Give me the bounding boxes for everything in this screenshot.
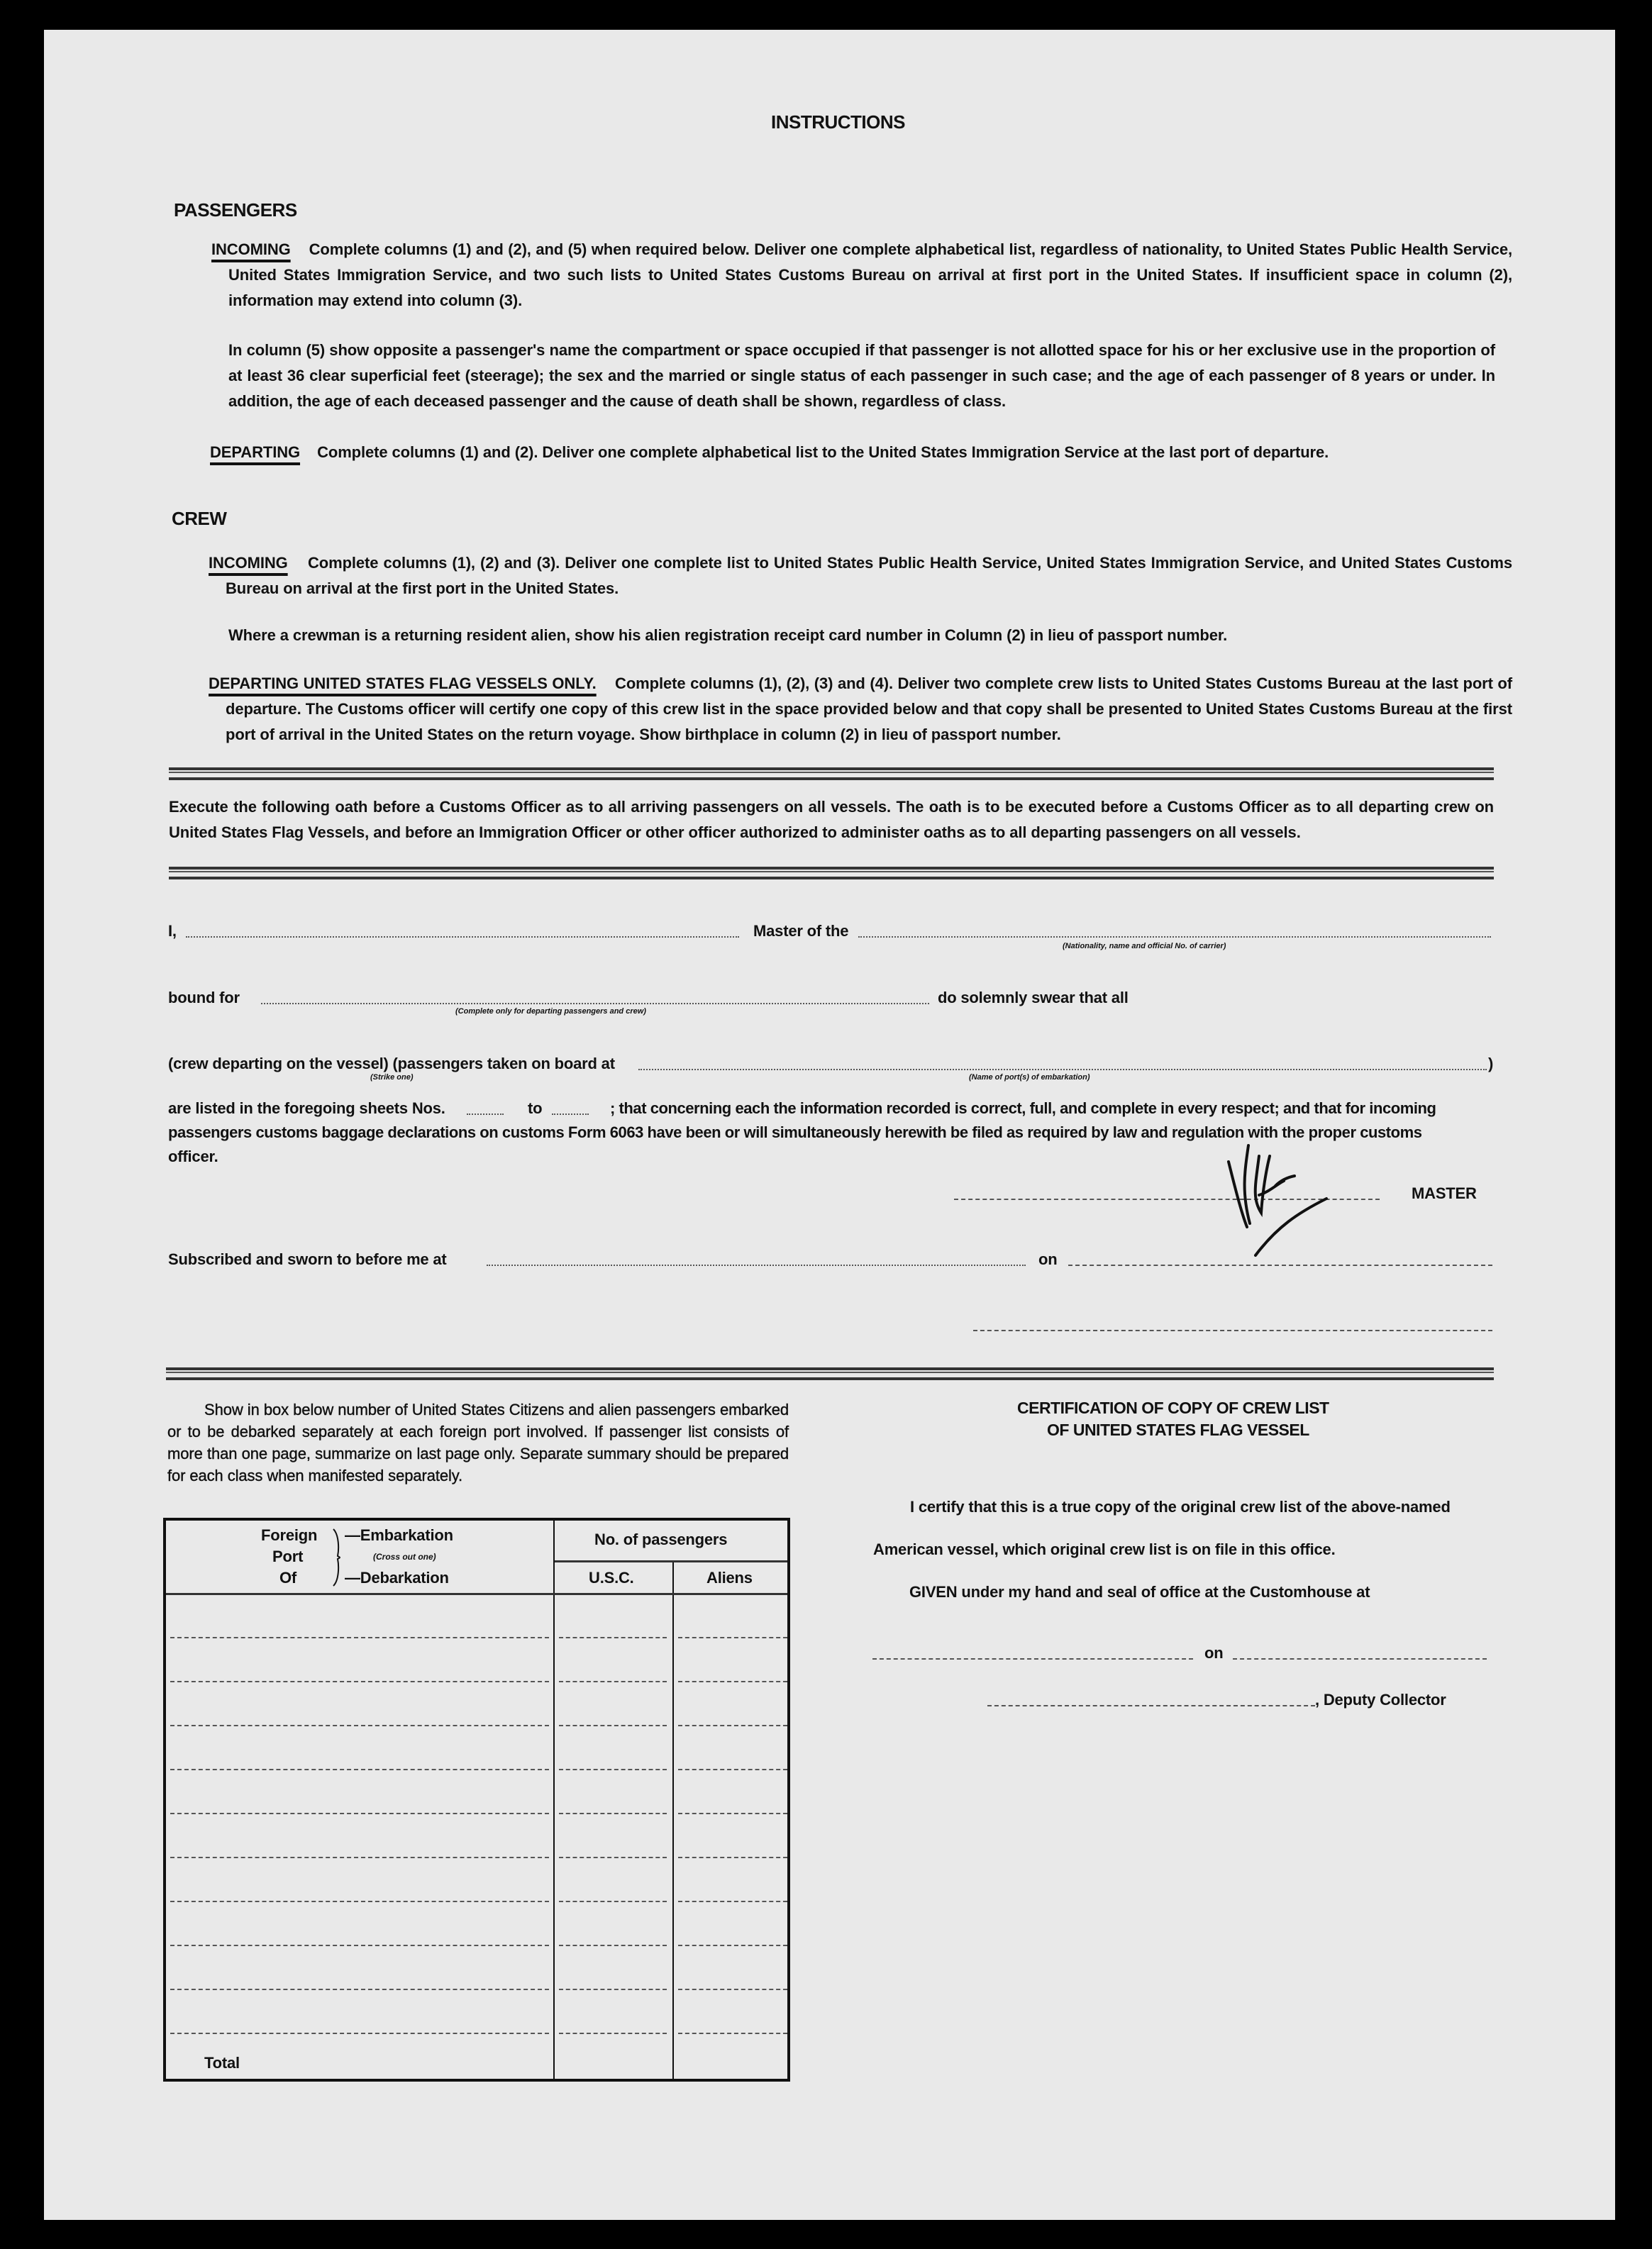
carrier-hint: (Nationality, name and official No. of carrier) (1063, 942, 1226, 950)
port-entry-field[interactable] (170, 1769, 549, 1770)
crew-passengers-label: (crew departing on the vessel) (passengers taken on board at (168, 1055, 615, 1072)
summary-instructions: Show in box below number of United States Citizens and alien passengers embarked or to be debarked separately at each foreign port involved. If passenger list consists of more than one page, summarize on last page only. Separate summary should be prepared for each class when manifested separately. (167, 1401, 789, 1484)
passengers-departing-label: DEPARTING (210, 443, 301, 461)
passengers-column5-instructions: In column (5) show opposite a passenger's name the compartment or space occupied if that passenger is not allotted space for his or her exclusive use in the proportion of at least 36 clear superficial feet (steerage); the sex and the married or single status of each passenger in such case; and the age of each passenger of 8 years or under. In addition, the age of each deceased passenger and the cause of death shall be shown, regardless of class. (228, 341, 1495, 410)
certification-title-line1: CERTIFICATION OF COPY OF CREW LIST (1017, 1399, 1329, 1417)
usc-entry-field[interactable] (559, 1945, 667, 1946)
passengers-incoming-instructions (211, 237, 1512, 313)
header-divider (166, 1593, 787, 1595)
column-divider (672, 1560, 674, 2079)
debarkation-option[interactable]: —Debarkation (345, 1569, 449, 1587)
usc-entry-field[interactable] (559, 2033, 667, 2034)
port-entry-field[interactable] (170, 1901, 549, 1902)
customhouse-place-field[interactable] (872, 1658, 1193, 1660)
embarkation-option[interactable]: —Embarkation (345, 1526, 453, 1544)
sheets-prefix: are listed in the foregoing sheets Nos. (168, 1099, 445, 1117)
bound-for-hint: (Complete only for departing passengers and crew) (455, 1007, 646, 1016)
double-rule-divider (169, 867, 1494, 879)
deputy-collector-signature-field[interactable] (987, 1705, 1315, 1706)
port-entry-field[interactable] (170, 1857, 549, 1858)
certification-line-3: GIVEN under my hand and seal of office at the Customhouse at (909, 1583, 1370, 1601)
swear-label: do solemnly swear that all (938, 989, 1129, 1006)
aliens-entry-field[interactable] (678, 1989, 787, 1990)
passengers-heading: PASSENGERS (174, 199, 297, 221)
aliens-entry-field[interactable] (678, 1681, 787, 1682)
header-divider (555, 1560, 787, 1562)
usc-entry-field[interactable] (559, 1769, 667, 1770)
crew-resident-instructions: Where a crewman is a returning resident alien, show his alien registration receipt card number in Column (2) in lieu of passport number. (228, 626, 1228, 644)
master-label: MASTER (1412, 1184, 1477, 1202)
port-hint: (Name of port(s) of embarkation) (969, 1073, 1090, 1082)
passenger-summary-table (163, 1518, 790, 2082)
total-label: Total (204, 2054, 240, 2072)
port-entry-field[interactable] (170, 1989, 549, 1990)
oath-i-label: I, (168, 922, 177, 940)
aliens-entry-field[interactable] (678, 1725, 787, 1726)
oath-line-2: passengers customs baggage declarations on customs Form 6063 have been or will simultaneously herewith be filed as required by law and regulation with the proper customs (168, 1123, 1422, 1141)
master-of-label: Master of the (753, 922, 849, 940)
usc-entry-field[interactable] (559, 1681, 667, 1682)
crew-incoming-label: INCOMING (209, 554, 288, 572)
bound-for-label: bound for (168, 989, 240, 1006)
certification-line-1: I certify that this is a true copy of the original crew list of the above-named (910, 1498, 1451, 1516)
aliens-header: Aliens (706, 1569, 753, 1587)
certification-on-label: on (1204, 1644, 1224, 1662)
aliens-entry-field[interactable] (678, 2033, 787, 2034)
aliens-entry-field[interactable] (678, 1813, 787, 1814)
crew-departing-label: DEPARTING UNITED STATES FLAG VESSELS ONLY. (209, 674, 597, 692)
passengers-header: No. of passengers (594, 1531, 728, 1548)
aliens-entry-field[interactable] (678, 1945, 787, 1946)
usc-header: U.S.C. (589, 1569, 634, 1587)
crew-departing-text: Complete columns (1), (2), (3) and (4). Deliver two complete crew lists to United States Customs Bureau at the last port of departure. The Customs officer will certify one copy of this crew list in the space provided below and that copy shall be presented to United States Customs Bureau at the first port of arrival in the United States on the return voyage. Show birthplace in column (2) in lieu of passport number. (226, 674, 1512, 743)
aliens-entry-field[interactable] (678, 1901, 787, 1902)
certification-date-field[interactable] (1233, 1658, 1487, 1660)
port-entry-field[interactable] (170, 1945, 549, 1946)
aliens-entry-field[interactable] (678, 1769, 787, 1770)
brace-icon (331, 1528, 345, 1587)
crew-heading: CREW (172, 508, 227, 529)
close-paren: ) (1488, 1055, 1494, 1072)
port-col-of: Of (279, 1569, 297, 1587)
port-col-port: Port (272, 1548, 304, 1565)
usc-entry-field[interactable] (559, 1813, 667, 1814)
oath-line-3: officer. (168, 1148, 218, 1165)
oath-instructions: Execute the following oath before a Customs Officer as to all arriving passengers on all vessels. The oath is to be executed before a Customs Officer as to all departing crew on United States Flag Vessels, and before an Immigration Officer or other officer authorized to administer oaths as to all departing passengers on all vessels. (169, 798, 1494, 841)
certification-line-2: American vessel, which original crew list is on file in this office. (873, 1540, 1336, 1558)
usc-entry-field[interactable] (559, 1989, 667, 1990)
sheet-to-field[interactable] (552, 1114, 589, 1115)
usc-entry-field[interactable] (559, 1901, 667, 1902)
handwritten-signature (1220, 1142, 1355, 1262)
usc-entry-field[interactable] (559, 1857, 667, 1858)
passengers-incoming-text: Complete columns (1) and (2), and (5) when required below. Deliver one complete alphabetical list, regardless of nationality, to United States Public Health Service, United States Immigration Service, and two such lists to United States Customs Bureau on arrival at first port in the United States. If insufficient space in column (2), information may extend into column (3). (228, 240, 1512, 309)
passengers-incoming-label: INCOMING (211, 240, 291, 258)
crew-incoming-instructions (209, 550, 1512, 601)
bound-for-field[interactable] (261, 1003, 929, 1004)
usc-entry-field[interactable] (559, 1725, 667, 1726)
usc-entry-field[interactable] (559, 1637, 667, 1638)
officer-signature-field[interactable] (973, 1330, 1492, 1331)
crew-incoming-text: Complete columns (1), (2) and (3). Deliver one complete list to United States Public Health Service, United States Immigration Service, and United States Customs Bureau on arrival at the first port in the United States. (226, 554, 1512, 597)
double-rule-divider (166, 1367, 1494, 1380)
subscribed-place-field[interactable] (487, 1265, 1026, 1266)
master-name-field[interactable] (186, 936, 739, 938)
embarkation-port-field[interactable] (638, 1069, 1487, 1070)
column-divider (553, 1521, 555, 2079)
aliens-entry-field[interactable] (678, 1857, 787, 1858)
port-entry-field[interactable] (170, 1637, 549, 1638)
port-entry-field[interactable] (170, 1725, 549, 1726)
deputy-collector-label: , Deputy Collector (1315, 1691, 1446, 1709)
sheet-from-field[interactable] (467, 1114, 504, 1115)
cross-out-hint: (Cross out one) (373, 1552, 436, 1562)
crew-departing-instructions (209, 671, 1512, 748)
port-col-foreign: Foreign (261, 1526, 318, 1544)
port-entry-field[interactable] (170, 1813, 549, 1814)
subscribed-date-field[interactable] (1068, 1265, 1492, 1266)
sheets-suffix: ; that concerning each the information recorded is correct, full, and complete in every respect; and that for incoming (610, 1099, 1436, 1117)
port-entry-field[interactable] (170, 2033, 549, 2034)
carrier-field[interactable] (858, 936, 1491, 938)
subscribed-on-label: on (1038, 1250, 1058, 1268)
page-title: INSTRUCTIONS (771, 111, 905, 133)
strike-one-hint: (Strike one) (370, 1073, 414, 1082)
subscribed-label: Subscribed and sworn to before me at (168, 1250, 447, 1268)
aliens-entry-field[interactable] (678, 1637, 787, 1638)
port-entry-field[interactable] (170, 1681, 549, 1682)
certification-title-line2: OF UNITED STATES FLAG VESSEL (1047, 1421, 1309, 1439)
passengers-departing-text: Complete columns (1) and (2). Deliver one complete alphabetical list to the United States Immigration Service at the last port of departure. (317, 443, 1329, 461)
sheets-to-label: to (528, 1099, 543, 1117)
passengers-departing-instructions (210, 440, 1494, 465)
double-rule-divider (169, 767, 1494, 780)
